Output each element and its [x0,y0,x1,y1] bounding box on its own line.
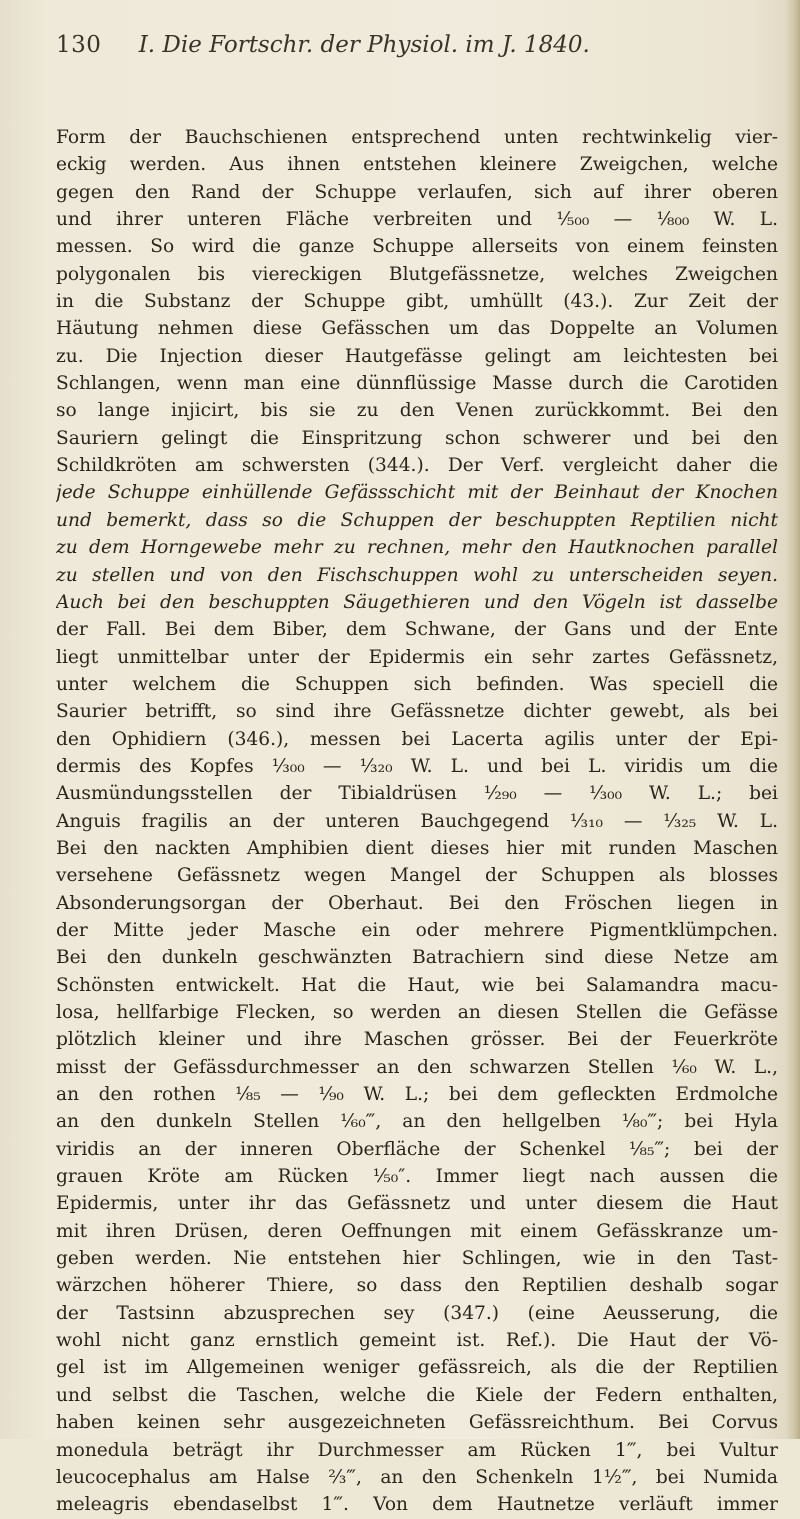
text-line: geben werden. Nie entstehen hier Schlingen, wie in den Tast- [56,1248,778,1270]
text-line: mit ihren Drüsen, deren Oeffnungen mit einem Gefässkranze um- [56,1220,778,1242]
text-line: dermis des Kopfes ¹⁄₃₀₀ — ¹⁄₃₂₀ W. L. und bei L. viridis um die [56,755,778,777]
text-line: plötzlich kleiner und ihre Maschen grösser. Bei der Feuerkröte [56,1029,778,1051]
text-line: Schlangen, wenn man eine dünnflüssige Masse durch die Carotiden [56,373,778,395]
text-line: Anguis fragilis an der unteren Bauchgegend ¹⁄₃₁₀ — ¹⁄₃₂₅ W. L. [56,810,778,832]
text-line: in die Substanz der Schuppe gibt, umhüllt (43.). Zur Zeit der [56,291,778,313]
text-line: Sauriern gelingt die Einspritzung schon schwerer und bei den [56,427,778,449]
text-line: gegen den Rand der Schuppe verlaufen, sich auf ihrer oberen [56,181,778,203]
text-line: unter welchem die Schuppen sich befinden. Was speciell die [56,673,778,695]
page-number: 130 [56,32,102,58]
text-line: polygonalen bis viereckigen Blutgefässnetze, welches Zweigchen [56,263,778,285]
text-line: an den rothen ¹⁄₈₅ — ¹⁄₉₀ W. L.; bei dem gefleckten Erdmolche [56,1084,778,1106]
text-line: und ihrer unteren Fläche verbreiten und ¹⁄₅₀₀ — ¹⁄₈₀₀ W. L. [56,209,778,231]
text-line: so lange injicirt, bis sie zu den Venen zurückkommt. Bei den [56,400,778,422]
text-line: viridis an der inneren Oberfläche der Schenkel ¹⁄₈₅‴; bei der [56,1138,778,1160]
text-line: leucocephalus am Halse ²⁄₃‴, an den Schenkeln 1½‴, bei Numida [56,1466,778,1488]
text-line: der Fall. Bei dem Biber, dem Schwane, der Gans und der Ente [56,619,778,641]
text-line: Schildkröten am schwersten (344.). Der Verf. vergleicht daher die [56,455,778,477]
text-line: haben keinen sehr ausgezeichneten Gefässreichthum. Bei Corvus [56,1412,778,1434]
text-line: und bemerkt, dass so die Schuppen der beschuppten Reptilien nicht [56,509,778,531]
text-line: Schönsten entwickelt. Hat die Haut, wie bei Salamandra macu- [56,974,778,996]
body-text [56,124,778,1519]
text-line: wohl nicht ganz ernstlich gemeint ist. Ref.). Die Haut der Vö- [56,1330,778,1352]
text-line: der Mitte jeder Masche ein oder mehrere Pigmentklümpchen. [56,919,778,941]
text-line: Ausmündungsstellen der Tibialdrüsen ¹⁄₂₉₀ — ¹⁄₃₀₀ W. L.; bei [56,783,778,805]
text-line: jede Schuppe einhüllende Gefässschicht mit der Beinhaut der Knochen [56,482,778,504]
text-line: den Ophidiern (346.), messen bei Lacerta agilis unter der Epi- [56,728,778,750]
page-edge-shadow [786,0,800,1439]
text-line: Absonderungsorgan der Oberhaut. Bei den Fröschen liegen in [56,892,778,914]
text-line: Saurier betrifft, so sind ihre Gefässnetze dichter gewebt, als bei [56,701,778,723]
text-line: messen. So wird die ganze Schuppe allerseits von einem feinsten [56,236,778,258]
text-line: wärzchen höherer Thiere, so dass den Reptilien deshalb sogar [56,1275,778,1297]
text-line: an den dunkeln Stellen ¹⁄₆₀‴, an den hellgelben ¹⁄₈₀‴; bei Hyla [56,1111,778,1133]
text-line: und selbst die Taschen, welche die Kiele der Federn enthalten, [56,1384,778,1406]
running-title: I. Die Fortschr. der Physiol. im J. 1840. [138,32,590,58]
text-line: Bei den dunkeln geschwänzten Batrachiern sind diese Netze am [56,947,778,969]
running-header [56,32,590,58]
text-line: misst der Gefässdurchmesser an den schwarzen Stellen ¹⁄₆₀ W. L., [56,1056,778,1078]
text-line: Auch bei den beschuppten Säugethieren und den Vögeln ist dasselbe [56,591,778,613]
text-line: grauen Kröte am Rücken ¹⁄₅₀″. Immer liegt nach aussen die [56,1166,778,1188]
text-line: zu stellen und von den Fischschuppen wohl zu unterscheiden seyen. [56,564,778,586]
text-line: Häutung nehmen diese Gefässchen um das Doppelte an Volumen [56,318,778,340]
text-line: Epidermis, unter ihr das Gefässnetz und unter diesem die Haut [56,1193,778,1215]
text-line: zu dem Horngewebe mehr zu rechnen, mehr den Hautknochen parallel [56,537,778,559]
text-line: der Tastsinn abzusprechen sey (347.) (eine Aeusserung, die [56,1302,778,1324]
text-line: gel ist im Allgemeinen weniger gefässreich, als die der Reptilien [56,1357,778,1379]
text-line: monedula beträgt ihr Durchmesser am Rücken 1‴, bei Vultur [56,1439,778,1461]
text-line: zu. Die Injection dieser Hautgefässe gelingt am leichtesten bei [56,345,778,367]
text-line: versehene Gefässnetz wegen Mangel der Schuppen als blosses [56,865,778,887]
text-line: Bei den nackten Amphibien dient dieses hier mit runden Maschen [56,837,778,859]
text-line: Form der Bauchschienen entsprechend unten rechtwinkelig vier- [56,127,778,148]
text-line: losa, hellfarbige Flecken, so werden an diesen Stellen die Gefässe [56,1002,778,1023]
text-line: meleagris ebendaselbst 1‴. Von dem Hautnetze verläuft immer [56,1494,778,1516]
text-line: eckig werden. Aus ihnen entstehen kleinere Zweigchen, welche [56,154,778,176]
text-line: liegt unmittelbar unter der Epidermis ein sehr zartes Gefässnetz, [56,646,778,668]
